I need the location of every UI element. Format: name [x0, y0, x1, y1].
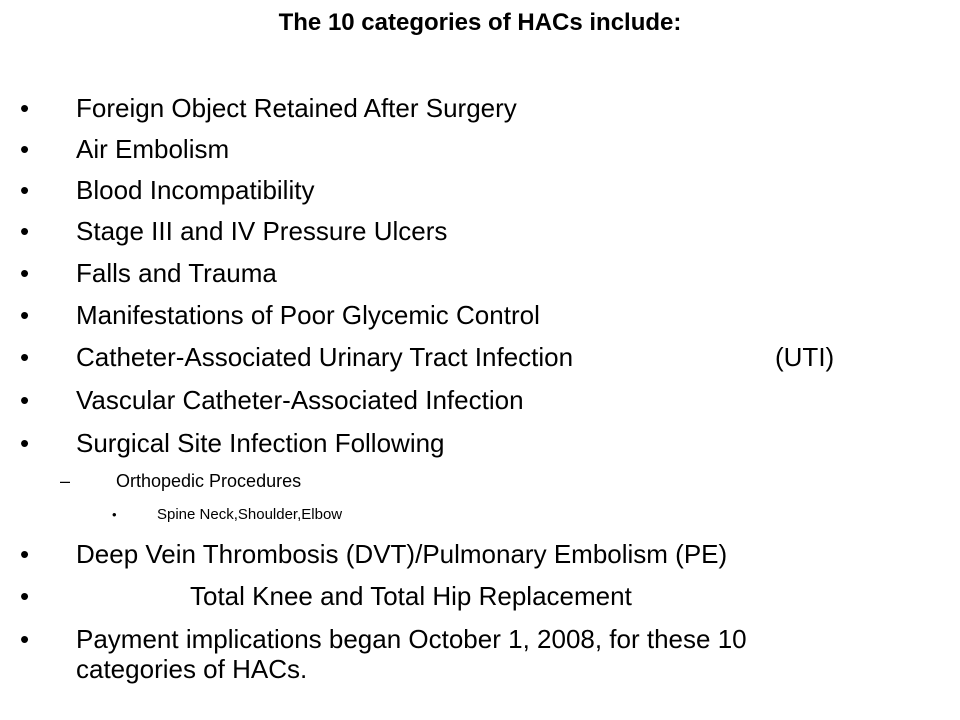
list-item-suffix: (UTI): [775, 342, 835, 372]
bullet-icon: •: [20, 539, 30, 569]
list-item: [0, 133, 960, 165]
list-item-text: Foreign Object Retained After Surgery: [76, 93, 517, 123]
list-item: [0, 257, 960, 289]
list-item: [0, 580, 960, 612]
list-item: [0, 174, 960, 206]
slide-title: The 10 categories of HACs include:: [278, 9, 682, 36]
list-item: [0, 215, 960, 247]
list-item-text: Surgical Site Infection Following: [76, 428, 445, 458]
bullet-icon: •: [20, 258, 30, 288]
list-item-text: Deep Vein Thrombosis (DVT)/Pulmonary Embolism (PE): [76, 539, 728, 569]
sub-sub-list-item-text: Spine Neck,Shoulder,Elbow: [157, 506, 343, 523]
bullet-icon: •: [20, 134, 30, 164]
list-item-text: Blood Incompatibility: [76, 175, 315, 205]
bullet-icon: •: [20, 342, 30, 372]
list-item: [0, 299, 960, 331]
list-item-text: Stage III and IV Pressure Ulcers: [76, 216, 448, 246]
list-item-text: Air Embolism: [76, 134, 230, 164]
bullet-icon: •: [20, 300, 30, 330]
list-item-text: Falls and Trauma: [76, 258, 277, 288]
list-item-text: Vascular Catheter-Associated Infection: [76, 385, 524, 415]
bullet-icon: •: [20, 624, 30, 654]
list-item-text-continued: categories of HACs.: [76, 654, 308, 684]
sub-list-item: [0, 470, 960, 492]
bullet-icon: •: [20, 216, 30, 246]
list-item: [0, 623, 960, 687]
list-item: [0, 384, 960, 416]
sub-list-item-text: Orthopedic Procedures: [116, 471, 302, 491]
bullet-icon: •: [20, 428, 30, 458]
list-item: [0, 92, 960, 124]
list-item-text: Payment implications began October 1, 2008, for these 10: [76, 624, 747, 654]
bullet-icon: •: [20, 175, 30, 205]
bullet-icon: •: [20, 581, 30, 611]
list-item-text: Total Knee and Total Hip Replacement: [190, 581, 632, 611]
list-item: [0, 341, 960, 373]
list-item-text: Manifestations of Poor Glycemic Control: [76, 300, 540, 330]
bullet-icon: •: [20, 93, 30, 123]
dash-icon: –: [60, 471, 71, 491]
bullet-icon: •: [112, 507, 117, 522]
list-item: [0, 538, 960, 570]
bullet-icon: •: [20, 385, 30, 415]
sub-sub-list-item: [0, 505, 960, 525]
list-item: [0, 427, 960, 459]
list-item-text: Catheter-Associated Urinary Tract Infection: [76, 342, 574, 372]
